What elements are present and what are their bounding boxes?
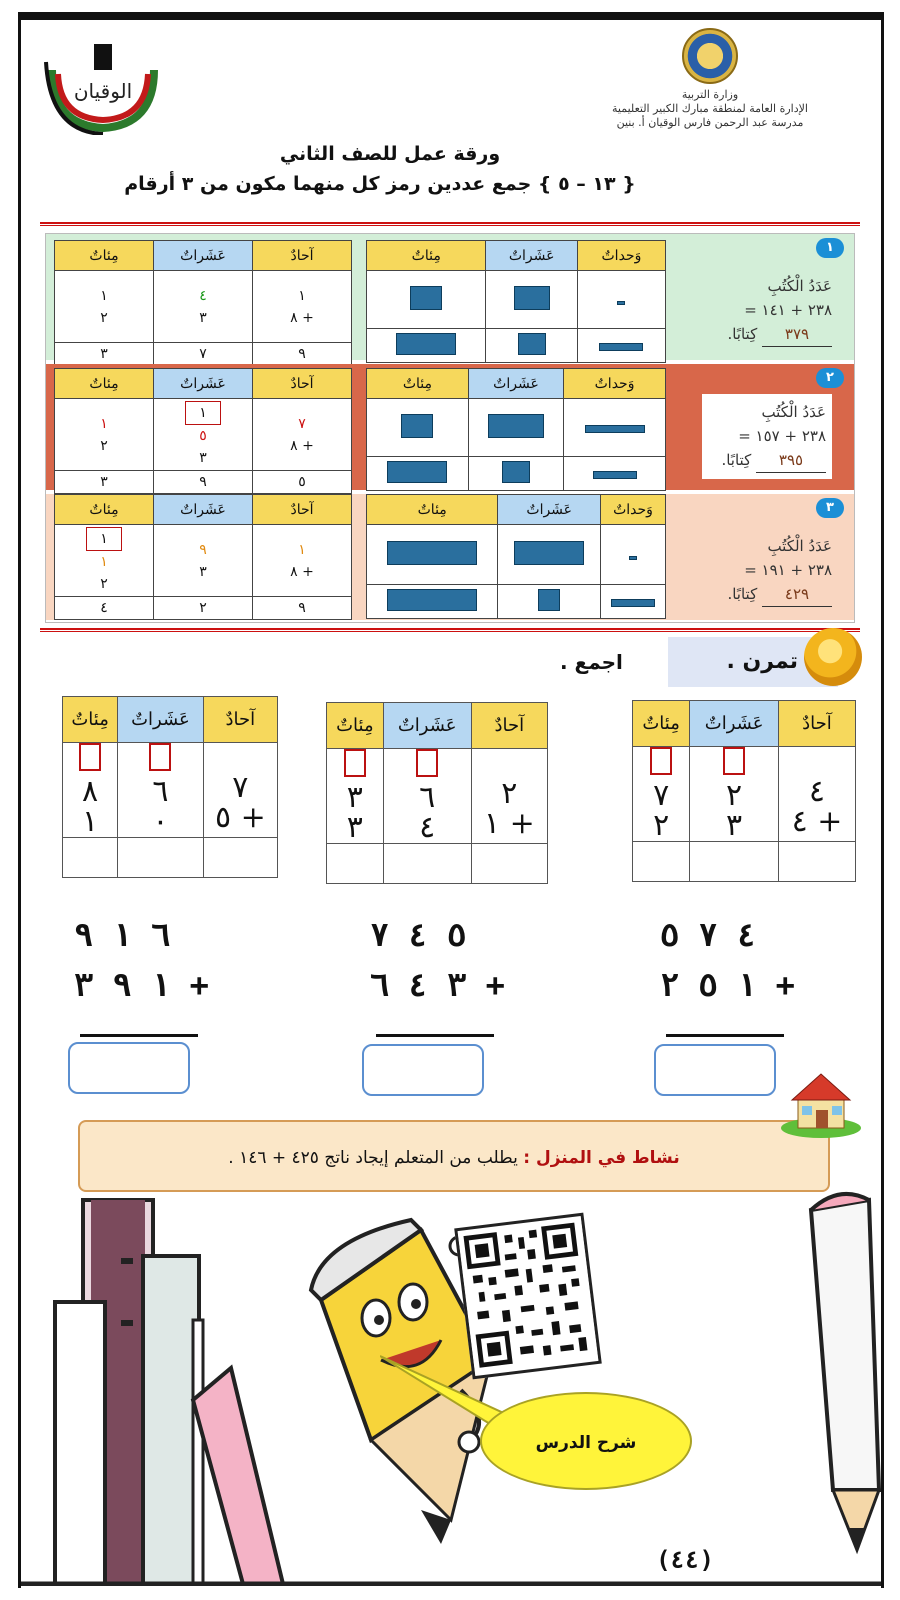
unit-cube [617,301,625,305]
unit-cubes [585,425,645,433]
col-ones-label: آحادٌ [778,701,855,747]
carry-box-hundreds[interactable] [650,747,672,775]
sum-line [80,1034,198,1037]
house-icon [778,1068,864,1140]
carry-box-tens[interactable] [723,747,745,775]
example-text [702,394,832,479]
digit: ٣ [199,449,207,466]
col-hundreds-label: مِئاتٌ [327,703,384,749]
answer-cell[interactable] [471,844,547,884]
digit: ٥ + [214,800,266,835]
col-ones-label: آحادٌ [471,703,547,749]
digit: ٧ [232,770,249,805]
vertical-sum-2 [370,916,570,1037]
sum-top: ٥ ٤ ٧ [370,916,467,954]
tens-rods [538,589,560,611]
sum-digit: ٣ [55,343,154,366]
col-hundreds-label: مِئاتٌ [633,701,690,747]
digit: ٦ [419,780,436,815]
rose-icon [804,628,862,686]
digit: ١ [100,553,108,570]
digit: ٢ [100,309,108,326]
example-answer: ٤٢٩ [762,582,832,607]
col-tens-label: عَشَراتٌ [154,369,253,399]
digit: ٤ [419,810,436,845]
example-expression: ٢٣٨ + ١٥٧ = [738,427,826,445]
bubble-tail [380,1346,510,1426]
example-number: ٣ [816,498,844,518]
col-tens-label: عَشَراتٌ [154,241,253,271]
example-row-3 [46,494,854,620]
digit: ٧ [298,415,306,432]
col-hundreds-label: مِئاتٌ [367,495,498,525]
sum-digit: ٧ [154,343,253,366]
base-ten-blocks-2 [366,368,666,491]
carry-box-hundreds[interactable] [79,743,101,771]
digit: ٣ [726,808,743,843]
ministry-name: وزارة التربية [681,88,739,101]
tens-rods [502,461,530,483]
base-ten-blocks-3 [366,494,666,619]
answer-cell[interactable] [690,842,779,882]
book-grey [143,1256,199,1586]
sum-digit: ٩ [154,471,253,494]
tens-rods [488,414,544,438]
example-text [702,274,832,347]
digit: ٢ [100,437,108,454]
exercise-table-2 [326,702,548,884]
sum-top: ٤ ٧ ٥ [660,916,757,954]
answer-cell[interactable] [778,842,855,882]
example-unit: كِتابًا. [727,585,758,603]
digit: ٩ [199,541,207,558]
home-activity-banner [78,1120,830,1192]
exercise-table-3 [62,696,278,878]
answer-cell[interactable] [203,838,277,878]
col-hundreds-label: مِئاتٌ [55,369,154,399]
sum-line [376,1034,494,1037]
digit: ٢ [100,575,108,592]
digit: ١ [82,804,99,839]
col-ones-label: آحادٌ [253,369,352,399]
directorate-name: الإدارة العامة لمنطقة مبارك الكبير التعليمية [612,102,808,115]
answer-cell[interactable] [383,844,471,884]
carry-tens: ١ [185,401,221,425]
example-number: ١ [816,238,844,258]
tens-rods [514,286,550,310]
answer-cell[interactable] [633,842,690,882]
ministry-header [570,28,850,130]
example-answer: ٣٧٩ [762,322,832,347]
col-tens-label: عَشَراتٌ [468,369,563,399]
school-name: مدرسة عبد الرحمن فارس الوقيان أ. بنين [616,116,804,129]
unit-cube [629,556,637,560]
col-hundreds-label: مِئاتٌ [55,241,154,271]
answer-box-2[interactable] [362,1044,484,1096]
col-tens-label: عَشَراتٌ [118,697,204,743]
pencil-right [811,1194,879,1550]
unit-cubes [611,599,655,607]
digit: ١ + [483,806,535,841]
example-question: عَدَدُ الْكُتُبِ [767,537,832,555]
digit: ٣ [199,563,207,580]
exercise-table-1 [632,700,856,882]
example-row-2 [46,364,854,490]
lesson-explanation-bubble[interactable]: شرح الدرس [480,1392,692,1490]
place-value-table-2 [54,368,352,494]
digit: ١ [298,287,306,304]
digit: ٨ + [290,563,314,580]
col-units-label: وَحداتٌ [564,369,666,399]
col-tens-label: عَشَراتٌ [383,703,471,749]
digit: ٣ [199,309,207,326]
tens-rods [514,541,584,565]
home-activity-label: نشاط في المنزل : [523,1148,680,1168]
exercise-heading: تمرن . [668,637,838,687]
col-hundreds-label: مِئاتٌ [55,495,154,525]
digit: ٢ [653,808,670,843]
digit: ١ [298,541,306,558]
digit: ٣ [346,780,363,815]
col-units-label: وَحداتٌ [577,241,665,271]
carry-box-hundreds[interactable] [344,749,366,777]
hundred-block [401,414,433,438]
col-hundreds-label: مِئاتٌ [63,697,118,743]
hundred-block [410,286,442,310]
kuwait-emblem-icon [682,28,738,84]
col-units-label: وَحداتٌ [600,495,665,525]
sum-digit: ٩ [253,597,352,620]
digit: ٨ + [290,437,314,454]
sum-top: ٦ ١ ٩ [74,916,171,954]
col-hundreds-label: مِئاتٌ [367,241,486,271]
col-ones-label: آحادٌ [253,495,352,525]
col-tens-label: عَشَراتٌ [498,495,601,525]
example-expression: ٢٣٨ + ١٤١ = [744,301,832,319]
col-tens-label: عَشَراتٌ [690,701,779,747]
sum-digit: ٩ [253,343,352,366]
lesson-title: { ١٣ – ٥ } جمع عددين رمز كل منهما مكون من ٣ أرقام [124,173,636,195]
digit: ٣ [346,810,363,845]
hundred-blocks [387,461,447,483]
example-unit: كِتابًا. [721,451,752,469]
exercise-instruction: اجمع . [560,650,623,674]
hundred-blocks [396,333,456,355]
sum-bottom: ٣ ٤ ٦ + [370,966,505,1004]
col-ones-label: آحادٌ [253,241,352,271]
sum-digit: ٤ [55,597,154,620]
place-value-table-3 [54,494,352,620]
answer-cell[interactable] [118,838,204,878]
logo-text: الوقيان [73,79,133,103]
page-number: (٤٤) [656,1546,714,1574]
answer-cell[interactable] [327,844,384,884]
worksheet-title: ورقة عمل للصف الثاني [279,143,501,165]
digit: ٨ [82,774,99,809]
example-expression: ٢٣٨ + ١٩١ = [744,561,832,579]
base-ten-blocks-1 [366,240,666,363]
col-hundreds-label: مِئاتٌ [367,369,469,399]
place-value-table-1 [54,240,352,366]
unit-cubes [599,343,643,351]
school-logo [42,40,164,135]
digit: ٢ [501,776,518,811]
col-ones-label: آحادٌ [203,697,277,743]
col-tens-label: عَشَراتٌ [154,495,253,525]
example-unit: كِتابًا. [727,325,758,343]
divider-middle [40,628,860,632]
carry-box-tens[interactable] [149,743,171,771]
example-text [702,534,832,607]
hundred-blocks [387,589,477,611]
worked-examples [45,233,855,623]
example-row-1 [46,234,854,360]
col-tens-label: عَشَراتٌ [486,241,577,271]
tens-rods [518,333,546,355]
carry-hundreds: ١ [86,527,122,551]
book-pink [193,1368,283,1584]
hundred-blocks [387,541,477,565]
example-answer: ٣٩٥ [756,448,826,473]
digit: ٠ [152,804,169,839]
answer-box-1[interactable] [654,1044,776,1096]
answer-cell[interactable] [63,838,118,878]
example-number: ٢ [816,368,844,388]
example-question: عَدَدُ الْكُتُبِ [761,403,826,421]
digit: ٢ [726,778,743,813]
digit: ٥ [199,427,207,444]
digit: ٤ + [791,804,843,839]
divider-top [40,222,860,226]
carry-box-tens[interactable] [416,749,438,777]
sum-digit: ٣ [55,471,154,494]
digit: ٨ + [290,309,314,326]
digit: ١ [100,287,108,304]
answer-box-3[interactable] [68,1042,190,1094]
digit: ٤ [199,287,207,304]
sum-digit: ٥ [253,471,352,494]
digit: ١ [100,415,108,432]
example-question: عَدَدُ الْكُتُبِ [767,277,832,295]
sum-line [666,1034,784,1037]
digit: ٦ [152,774,169,809]
sum-bottom: ١ ٥ ٢ + [660,966,795,1004]
book-white [55,1302,105,1586]
sum-bottom: ١ ٩ ٣ + [74,966,209,1004]
unit-cubes [593,471,637,479]
digit: ٧ [653,778,670,813]
sum-digit: ٢ [154,597,253,620]
vertical-sum-3 [74,916,274,1037]
vertical-sum-1 [660,916,860,1037]
digit: ٤ [808,774,826,809]
home-activity-text: يطلب من المتعلم إيجاد ناتج ٤٢٥ + ١٤٦ . [228,1148,518,1168]
